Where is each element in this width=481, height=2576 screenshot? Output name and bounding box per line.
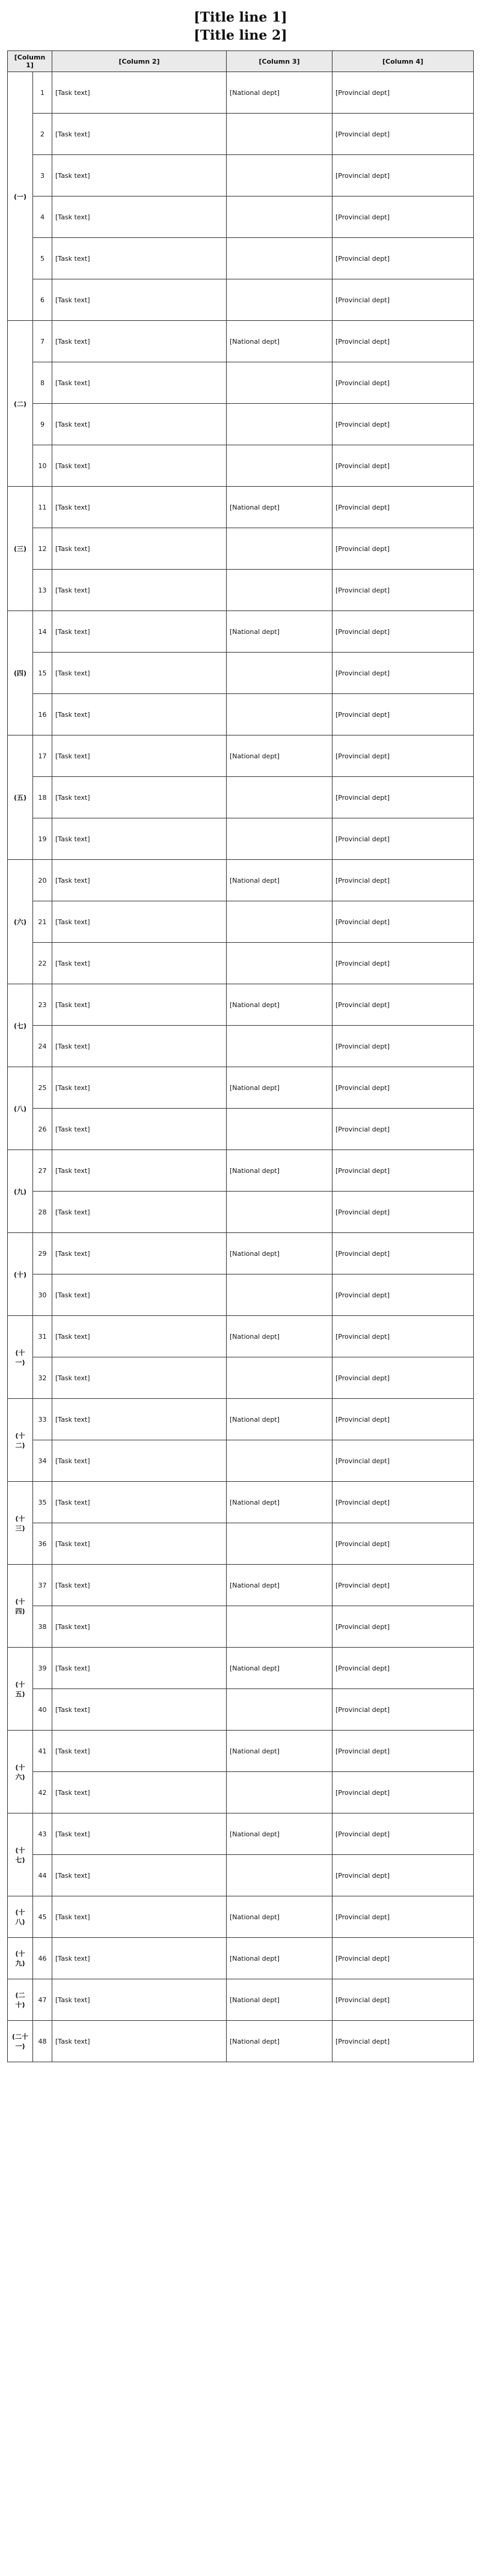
table-row xyxy=(8,943,474,984)
task-cell: [Task text] xyxy=(52,1855,227,1896)
header-cell: [Column 3] xyxy=(227,51,332,72)
national-dept-cell xyxy=(227,818,332,860)
provincial-dept-cell: [Provincial dept] xyxy=(332,1813,474,1855)
document-title xyxy=(7,8,474,44)
national-dept-cell xyxy=(227,155,332,196)
provincial-dept-cell: [Provincial dept] xyxy=(332,1979,474,2021)
national-dept-cell: [National dept] xyxy=(227,1482,332,1523)
table-row xyxy=(8,445,474,487)
provincial-dept-cell: [Provincial dept] xyxy=(332,1440,474,1482)
table-row xyxy=(8,901,474,943)
group-label: (十九) xyxy=(8,1938,33,1979)
national-dept-cell: [National dept] xyxy=(227,1648,332,1689)
table-row xyxy=(8,1813,474,1855)
national-dept-cell xyxy=(227,1274,332,1316)
national-dept-cell: [National dept] xyxy=(227,1979,332,2021)
table-row xyxy=(8,1606,474,1648)
row-number: 28 xyxy=(33,1192,52,1233)
provincial-dept-cell: [Provincial dept] xyxy=(332,1689,474,1731)
row-number: 9 xyxy=(33,404,52,445)
national-dept-cell xyxy=(227,445,332,487)
table-row xyxy=(8,1565,474,1606)
task-cell: [Task text] xyxy=(52,1192,227,1233)
national-dept-cell xyxy=(227,901,332,943)
table-row xyxy=(8,694,474,735)
provincial-dept-cell: [Provincial dept] xyxy=(332,1399,474,1440)
task-cell: [Task text] xyxy=(52,1399,227,1440)
group-label: (二十) xyxy=(8,1979,33,2021)
table-row xyxy=(8,1067,474,1109)
table-row xyxy=(8,735,474,777)
provincial-dept-cell: [Provincial dept] xyxy=(332,1026,474,1067)
task-cell: [Task text] xyxy=(52,2021,227,2062)
group-label: (十三) xyxy=(8,1482,33,1565)
national-dept-cell: [National dept] xyxy=(227,1316,332,1357)
row-number: 39 xyxy=(33,1648,52,1689)
row-number: 23 xyxy=(33,984,52,1026)
task-cell: [Task text] xyxy=(52,1523,227,1565)
task-cell: [Task text] xyxy=(52,984,227,1026)
header-cell: [Column 1] xyxy=(8,51,52,72)
table-row xyxy=(8,487,474,528)
row-number: 37 xyxy=(33,1565,52,1606)
row-number: 20 xyxy=(33,860,52,901)
task-cell: [Task text] xyxy=(52,445,227,487)
provincial-dept-cell: [Provincial dept] xyxy=(332,1565,474,1606)
task-cell: [Task text] xyxy=(52,860,227,901)
task-cell: [Task text] xyxy=(52,735,227,777)
national-dept-cell xyxy=(227,362,332,404)
table-row xyxy=(8,1482,474,1523)
table-row xyxy=(8,321,474,362)
task-cell: [Task text] xyxy=(52,611,227,653)
row-number: 19 xyxy=(33,818,52,860)
provincial-dept-cell: [Provincial dept] xyxy=(332,1938,474,1979)
national-dept-cell: [National dept] xyxy=(227,984,332,1026)
task-cell: [Task text] xyxy=(52,818,227,860)
table-row xyxy=(8,1440,474,1482)
task-cell: [Task text] xyxy=(52,1233,227,1274)
task-cell: [Task text] xyxy=(52,1606,227,1648)
row-number: 14 xyxy=(33,611,52,653)
table-row xyxy=(8,818,474,860)
task-cell: [Task text] xyxy=(52,1482,227,1523)
table-row xyxy=(8,528,474,570)
table-row xyxy=(8,984,474,1026)
table-row xyxy=(8,72,474,114)
national-dept-cell xyxy=(227,943,332,984)
row-number: 16 xyxy=(33,694,52,735)
national-dept-cell: [National dept] xyxy=(227,1731,332,1772)
row-number: 34 xyxy=(33,1440,52,1482)
group-label: (三) xyxy=(8,487,33,611)
row-number: 3 xyxy=(33,155,52,196)
row-number: 46 xyxy=(33,1938,52,1979)
group-label: (六) xyxy=(8,860,33,984)
provincial-dept-cell: [Provincial dept] xyxy=(332,404,474,445)
national-dept-cell xyxy=(227,1689,332,1731)
provincial-dept-cell: [Provincial dept] xyxy=(332,279,474,321)
row-number: 43 xyxy=(33,1813,52,1855)
provincial-dept-cell: [Provincial dept] xyxy=(332,155,474,196)
table-row xyxy=(8,1399,474,1440)
provincial-dept-cell: [Provincial dept] xyxy=(332,238,474,279)
table-row xyxy=(8,1896,474,1938)
row-number: 12 xyxy=(33,528,52,570)
table-row xyxy=(8,1192,474,1233)
table-row xyxy=(8,279,474,321)
task-cell: [Task text] xyxy=(52,653,227,694)
row-number: 10 xyxy=(33,445,52,487)
national-dept-cell: [National dept] xyxy=(227,1067,332,1109)
provincial-dept-cell: [Provincial dept] xyxy=(332,1067,474,1109)
task-cell: [Task text] xyxy=(52,528,227,570)
group-label: (四) xyxy=(8,611,33,735)
task-table xyxy=(7,50,474,2062)
provincial-dept-cell: [Provincial dept] xyxy=(332,611,474,653)
table-row xyxy=(8,777,474,818)
task-cell: [Task text] xyxy=(52,238,227,279)
provincial-dept-cell: [Provincial dept] xyxy=(332,1523,474,1565)
national-dept-cell: [National dept] xyxy=(227,2021,332,2062)
row-number: 7 xyxy=(33,321,52,362)
task-cell: [Task text] xyxy=(52,1896,227,1938)
row-number: 42 xyxy=(33,1772,52,1813)
national-dept-cell xyxy=(227,1440,332,1482)
national-dept-cell: [National dept] xyxy=(227,735,332,777)
row-number: 48 xyxy=(33,2021,52,2062)
table-row xyxy=(8,2021,474,2062)
task-cell: [Task text] xyxy=(52,1109,227,1150)
national-dept-cell xyxy=(227,1357,332,1399)
national-dept-cell xyxy=(227,1523,332,1565)
national-dept-cell xyxy=(227,1192,332,1233)
provincial-dept-cell: [Provincial dept] xyxy=(332,1192,474,1233)
provincial-dept-cell: [Provincial dept] xyxy=(332,487,474,528)
provincial-dept-cell: [Provincial dept] xyxy=(332,1274,474,1316)
title-line-1: [Title line 1] xyxy=(194,10,287,25)
provincial-dept-cell: [Provincial dept] xyxy=(332,694,474,735)
task-cell: [Task text] xyxy=(52,279,227,321)
table-row xyxy=(8,1772,474,1813)
national-dept-cell xyxy=(227,694,332,735)
provincial-dept-cell: [Provincial dept] xyxy=(332,321,474,362)
provincial-dept-cell: [Provincial dept] xyxy=(332,1316,474,1357)
table-row xyxy=(8,1731,474,1772)
national-dept-cell xyxy=(227,528,332,570)
group-label: (八) xyxy=(8,1067,33,1150)
provincial-dept-cell: [Provincial dept] xyxy=(332,943,474,984)
national-dept-cell: [National dept] xyxy=(227,1896,332,1938)
row-number: 32 xyxy=(33,1357,52,1399)
table-row xyxy=(8,238,474,279)
provincial-dept-cell: [Provincial dept] xyxy=(332,1772,474,1813)
provincial-dept-cell: [Provincial dept] xyxy=(332,528,474,570)
group-label: (十七) xyxy=(8,1813,33,1896)
group-label: (二十一) xyxy=(8,2021,33,2062)
row-number: 36 xyxy=(33,1523,52,1565)
national-dept-cell xyxy=(227,238,332,279)
task-cell: [Task text] xyxy=(52,487,227,528)
group-label: (十) xyxy=(8,1233,33,1316)
title-line-2: [Title line 2] xyxy=(194,28,287,43)
provincial-dept-cell: [Provincial dept] xyxy=(332,1731,474,1772)
row-number: 25 xyxy=(33,1067,52,1109)
row-number: 29 xyxy=(33,1233,52,1274)
task-cell: [Task text] xyxy=(52,1316,227,1357)
row-number: 31 xyxy=(33,1316,52,1357)
row-number: 24 xyxy=(33,1026,52,1067)
task-cell: [Task text] xyxy=(52,1979,227,2021)
group-label: (十四) xyxy=(8,1565,33,1648)
task-cell: [Task text] xyxy=(52,901,227,943)
row-number: 33 xyxy=(33,1399,52,1440)
task-cell: [Task text] xyxy=(52,114,227,155)
provincial-dept-cell: [Provincial dept] xyxy=(332,1855,474,1896)
provincial-dept-cell: [Provincial dept] xyxy=(332,860,474,901)
national-dept-cell xyxy=(227,196,332,238)
group-label: (十二) xyxy=(8,1399,33,1482)
table-row xyxy=(8,1855,474,1896)
provincial-dept-cell: [Provincial dept] xyxy=(332,114,474,155)
provincial-dept-cell: [Provincial dept] xyxy=(332,362,474,404)
table-row xyxy=(8,1938,474,1979)
row-number: 21 xyxy=(33,901,52,943)
provincial-dept-cell: [Provincial dept] xyxy=(332,196,474,238)
national-dept-cell: [National dept] xyxy=(227,1565,332,1606)
row-number: 1 xyxy=(33,72,52,114)
national-dept-cell xyxy=(227,1855,332,1896)
provincial-dept-cell: [Provincial dept] xyxy=(332,1233,474,1274)
table-body xyxy=(8,72,474,2062)
row-number: 22 xyxy=(33,943,52,984)
national-dept-cell xyxy=(227,1772,332,1813)
task-cell: [Task text] xyxy=(52,943,227,984)
provincial-dept-cell: [Provincial dept] xyxy=(332,445,474,487)
row-number: 5 xyxy=(33,238,52,279)
national-dept-cell: [National dept] xyxy=(227,1938,332,1979)
task-cell: [Task text] xyxy=(52,1772,227,1813)
row-number: 2 xyxy=(33,114,52,155)
national-dept-cell xyxy=(227,279,332,321)
group-label: (五) xyxy=(8,735,33,860)
row-number: 8 xyxy=(33,362,52,404)
row-number: 41 xyxy=(33,1731,52,1772)
table-header-row xyxy=(8,51,474,72)
row-number: 4 xyxy=(33,196,52,238)
table-row xyxy=(8,1026,474,1067)
table-row xyxy=(8,1316,474,1357)
provincial-dept-cell: [Provincial dept] xyxy=(332,570,474,611)
task-cell: [Task text] xyxy=(52,1648,227,1689)
national-dept-cell: [National dept] xyxy=(227,860,332,901)
task-cell: [Task text] xyxy=(52,694,227,735)
table-row xyxy=(8,1357,474,1399)
provincial-dept-cell: [Provincial dept] xyxy=(332,1357,474,1399)
header-cell: [Column 2] xyxy=(52,51,227,72)
table-row xyxy=(8,1979,474,2021)
national-dept-cell: [National dept] xyxy=(227,1150,332,1192)
table-row xyxy=(8,1274,474,1316)
national-dept-cell xyxy=(227,404,332,445)
row-number: 44 xyxy=(33,1855,52,1896)
task-cell: [Task text] xyxy=(52,777,227,818)
national-dept-cell xyxy=(227,1026,332,1067)
national-dept-cell: [National dept] xyxy=(227,72,332,114)
task-cell: [Task text] xyxy=(52,1731,227,1772)
task-cell: [Task text] xyxy=(52,1150,227,1192)
table-row xyxy=(8,1150,474,1192)
row-number: 17 xyxy=(33,735,52,777)
group-label: (十五) xyxy=(8,1648,33,1731)
row-number: 11 xyxy=(33,487,52,528)
provincial-dept-cell: [Provincial dept] xyxy=(332,1606,474,1648)
group-label: (二) xyxy=(8,321,33,487)
national-dept-cell xyxy=(227,777,332,818)
group-label: (十八) xyxy=(8,1896,33,1938)
table-row xyxy=(8,570,474,611)
table-row xyxy=(8,114,474,155)
provincial-dept-cell: [Provincial dept] xyxy=(332,1648,474,1689)
row-number: 40 xyxy=(33,1689,52,1731)
task-cell: [Task text] xyxy=(52,155,227,196)
national-dept-cell: [National dept] xyxy=(227,487,332,528)
national-dept-cell xyxy=(227,570,332,611)
header-cell: [Column 4] xyxy=(332,51,474,72)
row-number: 13 xyxy=(33,570,52,611)
provincial-dept-cell: [Provincial dept] xyxy=(332,1482,474,1523)
group-label: (十一) xyxy=(8,1316,33,1399)
group-label: (七) xyxy=(8,984,33,1067)
provincial-dept-cell: [Provincial dept] xyxy=(332,818,474,860)
row-number: 6 xyxy=(33,279,52,321)
row-number: 26 xyxy=(33,1109,52,1150)
table-row xyxy=(8,653,474,694)
task-cell: [Task text] xyxy=(52,1565,227,1606)
task-cell: [Task text] xyxy=(52,196,227,238)
row-number: 35 xyxy=(33,1482,52,1523)
task-cell: [Task text] xyxy=(52,1440,227,1482)
task-cell: [Task text] xyxy=(52,1813,227,1855)
task-cell: [Task text] xyxy=(52,1689,227,1731)
provincial-dept-cell: [Provincial dept] xyxy=(332,777,474,818)
table-row xyxy=(8,362,474,404)
row-number: 15 xyxy=(33,653,52,694)
national-dept-cell: [National dept] xyxy=(227,1813,332,1855)
table-row xyxy=(8,196,474,238)
provincial-dept-cell: [Provincial dept] xyxy=(332,1109,474,1150)
task-cell: [Task text] xyxy=(52,362,227,404)
provincial-dept-cell: [Provincial dept] xyxy=(332,901,474,943)
table-row xyxy=(8,1233,474,1274)
national-dept-cell: [National dept] xyxy=(227,611,332,653)
table-row xyxy=(8,860,474,901)
row-number: 27 xyxy=(33,1150,52,1192)
national-dept-cell xyxy=(227,1606,332,1648)
task-cell: [Task text] xyxy=(52,1357,227,1399)
group-label: (十六) xyxy=(8,1731,33,1813)
national-dept-cell: [National dept] xyxy=(227,1399,332,1440)
provincial-dept-cell: [Provincial dept] xyxy=(332,1896,474,1938)
task-cell: [Task text] xyxy=(52,72,227,114)
task-cell: [Task text] xyxy=(52,1274,227,1316)
table-row xyxy=(8,155,474,196)
group-label: (一) xyxy=(8,72,33,321)
provincial-dept-cell: [Provincial dept] xyxy=(332,2021,474,2062)
task-cell: [Task text] xyxy=(52,321,227,362)
provincial-dept-cell: [Provincial dept] xyxy=(332,1150,474,1192)
provincial-dept-cell: [Provincial dept] xyxy=(332,984,474,1026)
national-dept-cell xyxy=(227,653,332,694)
national-dept-cell: [National dept] xyxy=(227,1233,332,1274)
row-number: 18 xyxy=(33,777,52,818)
task-cell: [Task text] xyxy=(52,1938,227,1979)
row-number: 47 xyxy=(33,1979,52,2021)
national-dept-cell xyxy=(227,1109,332,1150)
table-row xyxy=(8,404,474,445)
table-row xyxy=(8,1648,474,1689)
provincial-dept-cell: [Provincial dept] xyxy=(332,735,474,777)
table-row xyxy=(8,1523,474,1565)
provincial-dept-cell: [Provincial dept] xyxy=(332,72,474,114)
table-row xyxy=(8,611,474,653)
group-label: (九) xyxy=(8,1150,33,1233)
task-cell: [Task text] xyxy=(52,1026,227,1067)
row-number: 38 xyxy=(33,1606,52,1648)
task-cell: [Task text] xyxy=(52,1067,227,1109)
national-dept-cell: [National dept] xyxy=(227,321,332,362)
table-row xyxy=(8,1109,474,1150)
task-cell: [Task text] xyxy=(52,404,227,445)
national-dept-cell xyxy=(227,114,332,155)
task-cell: [Task text] xyxy=(52,570,227,611)
row-number: 30 xyxy=(33,1274,52,1316)
row-number: 45 xyxy=(33,1896,52,1938)
provincial-dept-cell: [Provincial dept] xyxy=(332,653,474,694)
table-row xyxy=(8,1689,474,1731)
